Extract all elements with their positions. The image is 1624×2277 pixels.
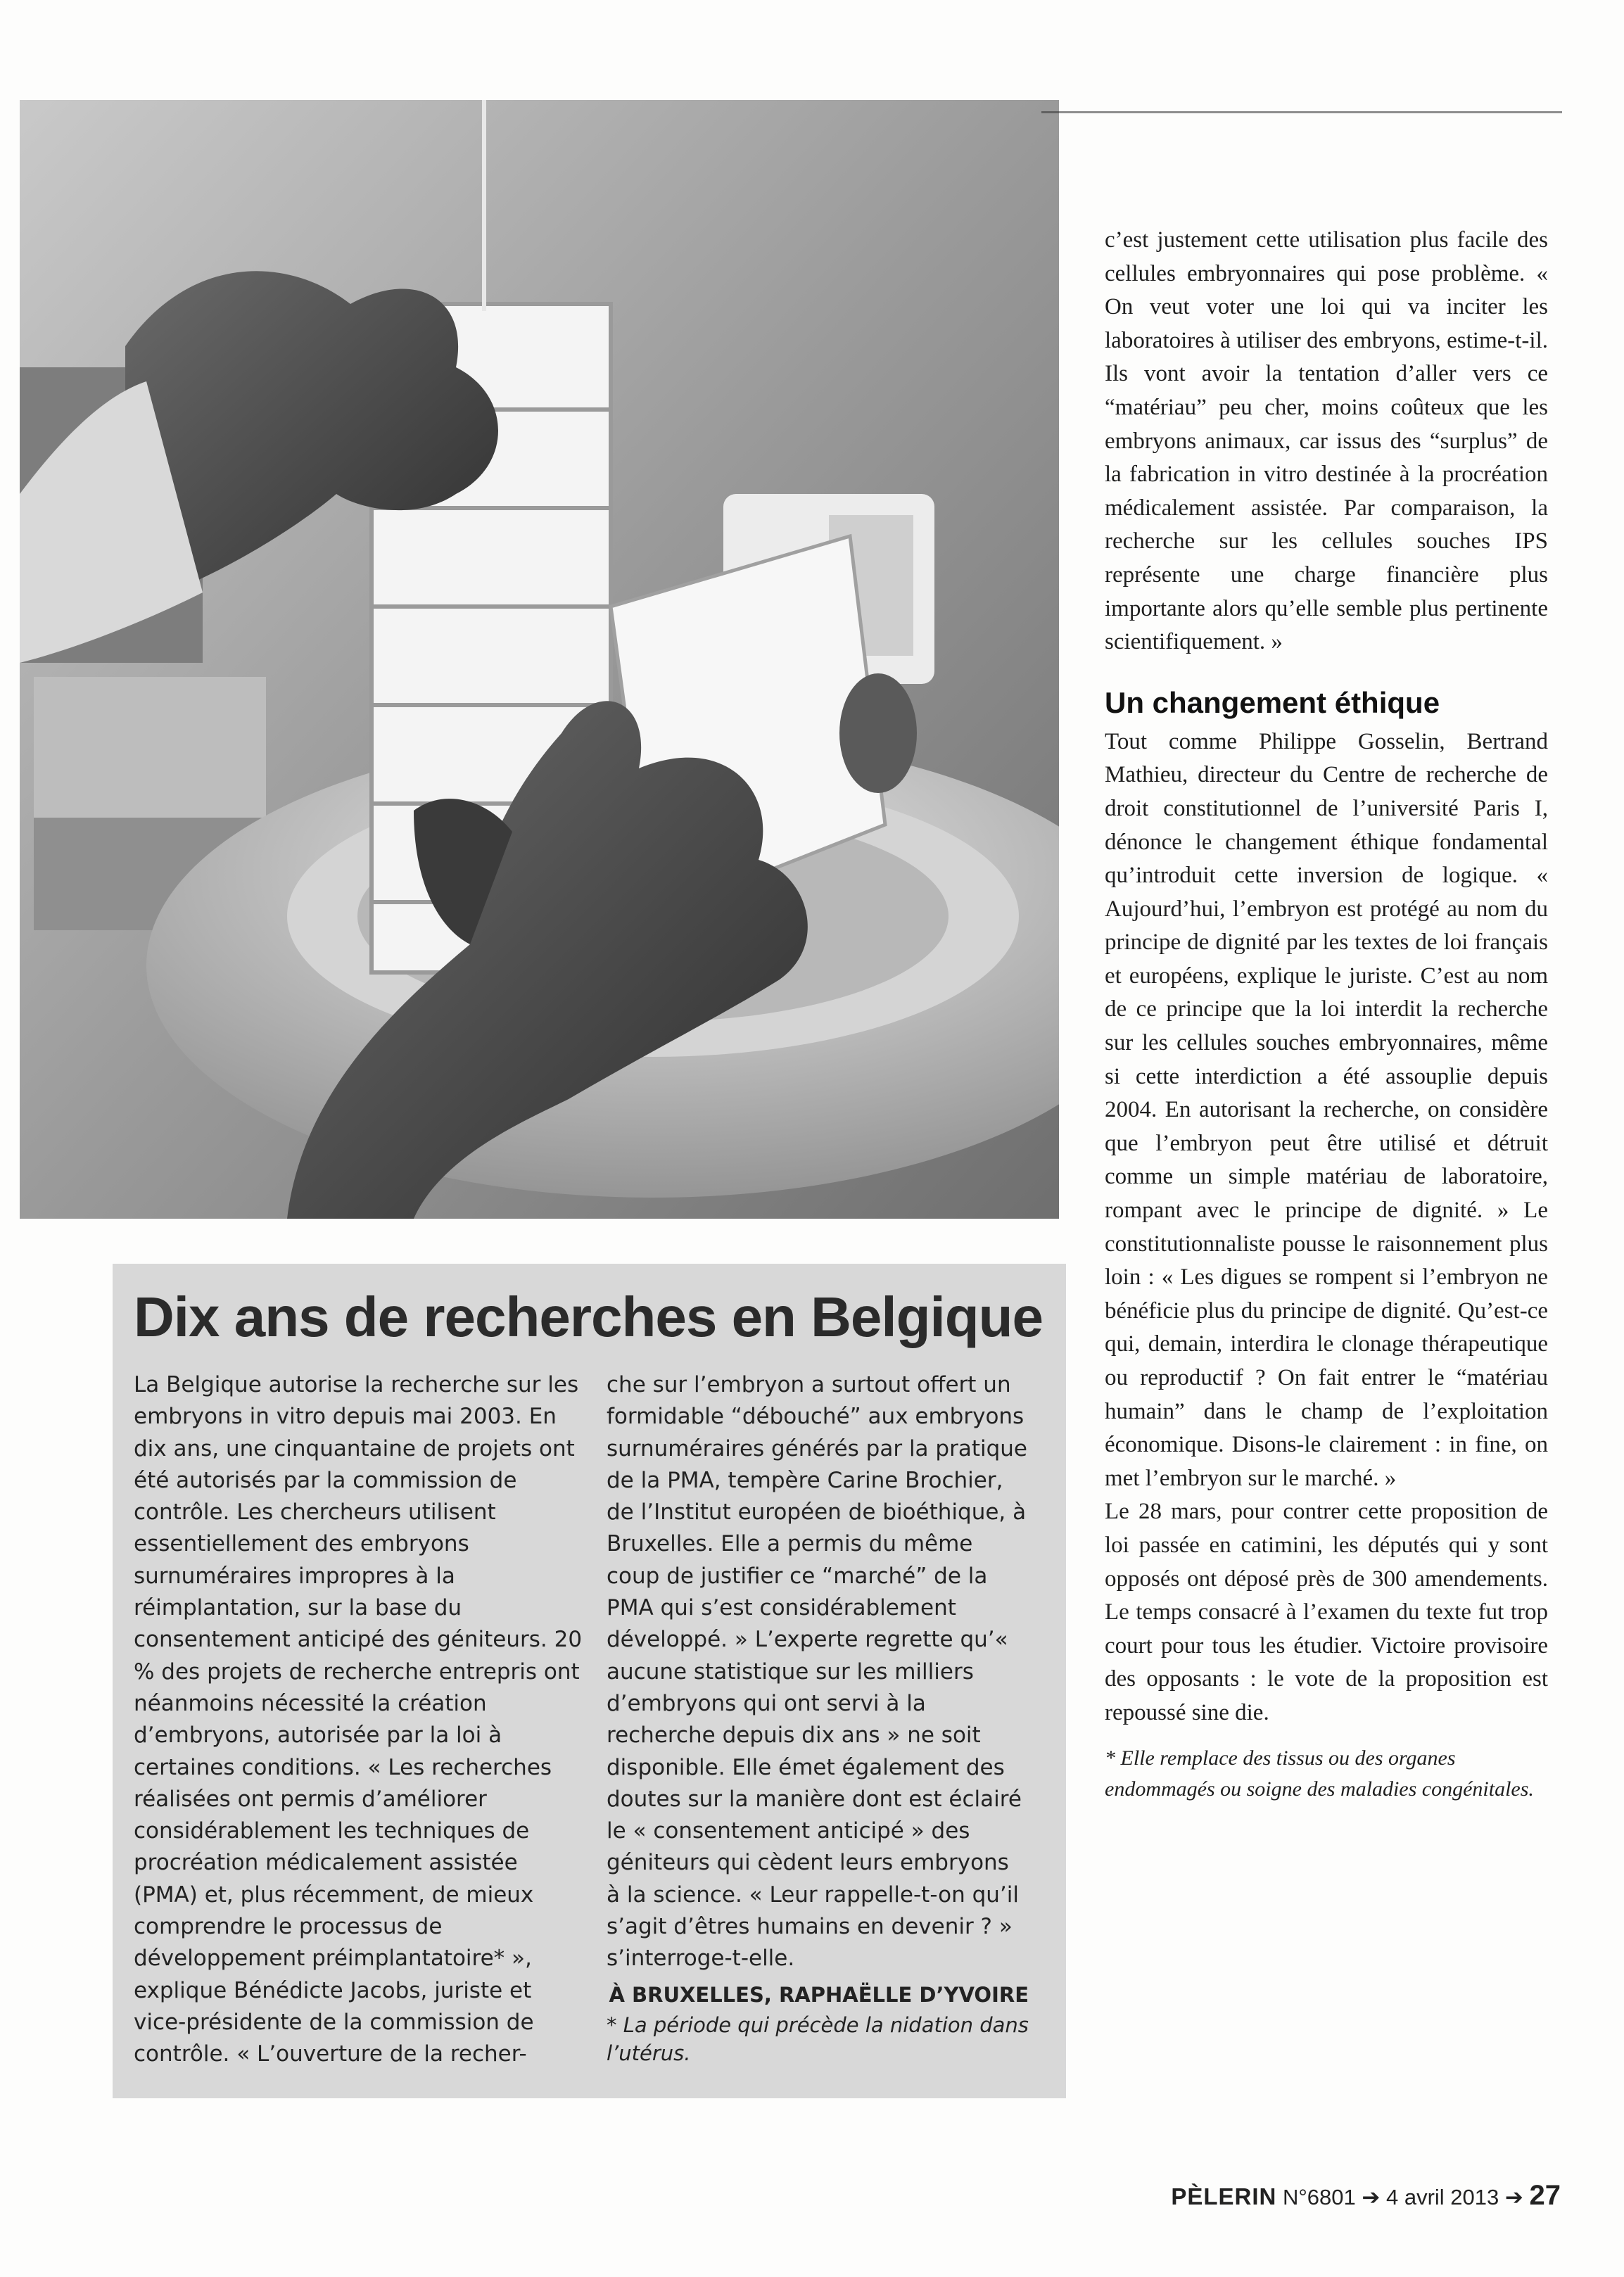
article-right-column — [1105, 224, 1548, 1805]
article-paragraph-2: Tout comme Philippe Gosselin, Bertrand Mathieu, directeur du Centre de recherche de droit constitutionnel de l’université Paris I, dénonce le changement éthique fondamental qu’introduit cette inversion de logique. « Aujourd’hui, l’embryon est protégé au nom du principe de dignité par les textes de loi français et européens, explique le juriste. C’est au nom de ce principe que la loi interdit la recherche sur les cellules souches embryonnaires, même si cette interdiction a été assouplie depuis 2004. En autorisant la recherche, on considère que l’embryon peut être utilisé et détruit comme un simple matériau de laboratoire, rompant avec le principe de dignité. » Le constitutionnaliste pousse le raisonnement plus loin : « Les digues se rompent si l’embryon ne bénéficie plus du principe de dignité. Qu’est-ce qui, demain, interdira le clonage thérapeutique ou reproductif ? On fait entrer le “matériau humain” dans le champ de l’exploitation économique. Disons-le clairement : in fine, on met l’embryon sur le marché. » — [1105, 728, 1548, 1491]
belgium-sidebar-box — [113, 1264, 1066, 2098]
issue-number: N°6801 — [1283, 2185, 1356, 2209]
article-footnote: * Elle remplace des tissus ou des organes endommagés ou soigne des maladies congénitales. — [1105, 1746, 1534, 1801]
sidebar-title: Dix ans de recherches en Belgique — [134, 1286, 1043, 1348]
sidebar-column-left — [134, 1369, 584, 2071]
magazine-brand: PÈLERIN — [1171, 2183, 1277, 2209]
laboratory-photo — [20, 100, 1059, 1219]
sidebar-footnote: * La période qui précède la nidation dans l’utérus. — [607, 2012, 1029, 2065]
sidebar-column-right — [607, 1369, 1029, 2067]
article-paragraph-3: Le 28 mars, pour contrer cette proposition de loi passée en catimini, les députés qui y sont opposés ont déposé près de 300 amendements. Le temps consacré à l’examen du texte fut trop court pour tous les étudier. Victoire provisoire des opposants : le vote de la proposition est repoussé sine die. — [1105, 1499, 1548, 1725]
page-footer — [1171, 2180, 1561, 2212]
photo-illustration — [20, 100, 1059, 1219]
sidebar-paragraph-2: che sur l’embryon a surtout offert un formidable “débouché” aux embryons surnuméraires générés par la pratique de la PMA, tempère Carine Brochier, de l’Institut européen de bioéthique, à Bruxelles. Elle a permis du même coup de justifier ce “marché” de la PMA qui s’est considérablement développé. » L’experte regrette qu’« aucune statistique sur les milliers d’embryons qui ont servi à la recherche depuis dix ans » ne soit disponible. Elle émet également des doutes sur la manière dont est éclairé le « consentement anticipé » des géniteurs qui cèdent leurs embryons à la science. « Leur rappelle-t-on qu’il s’agit d’êtres humains en devenir ? » s’interroge-t-elle. — [607, 1372, 1027, 1972]
sidebar-paragraph-1: La Belgique autorise la recherche sur les embryons in vitro depuis mai 2003. En dix ans, une cinquantaine de projets ont été autorisés par la commission de contrôle. Les chercheurs utilisent essentiellement des embryons surnuméraires impropres à la réimplantation, sur la base du consentement anticipé des géniteurs. 20 % des projets de recherche entrepris ont néanmoins nécessité la création d’embryons, autorisée par la loi à certaines conditions. « Les recherches réalisées ont permis d’améliorer considérablement les techniques de procréation médicalement assistée (PMA) et, plus récemment, de mieux comprendre le processus de développement préimplantatoire* », explique Bénédicte Jacobs, juriste et vice-présidente de la commission de contrôle. « L’ouverture de la recher- — [134, 1372, 583, 2067]
header-rule — [1041, 111, 1562, 113]
issue-date: 4 avril 2013 — [1385, 2185, 1499, 2209]
page-number: 27 — [1529, 2180, 1561, 2211]
sidebar-signature: À BRUXELLES, RAPHAËLLE D’YVOIRE — [609, 1982, 1029, 2007]
article-paragraph-1: c’est justement cette utilisation plus facile des cellules embryonnaires qui pose problème. « On veut voter une loi qui va inciter les laboratoires à utiliser des embryons, estime-t-il. Ils vont avoir la tentation d’aller vers ce “matériau” peu cher, moins coûteux que les embryons animaux, car issus des “surplus” de la fabrication in vitro destinée à la procréation médicalement assistée. Par comparaison, la recherche sur les cellules souches IPS représente une charge financière plus importante alors qu’elle semble plus pertinente scientifiquement. » — [1105, 227, 1548, 655]
subheading: Un changement éthique — [1105, 685, 1440, 719]
arrow-icon: ➔ — [1362, 2185, 1381, 2209]
arrow-icon: ➔ — [1504, 2185, 1523, 2209]
